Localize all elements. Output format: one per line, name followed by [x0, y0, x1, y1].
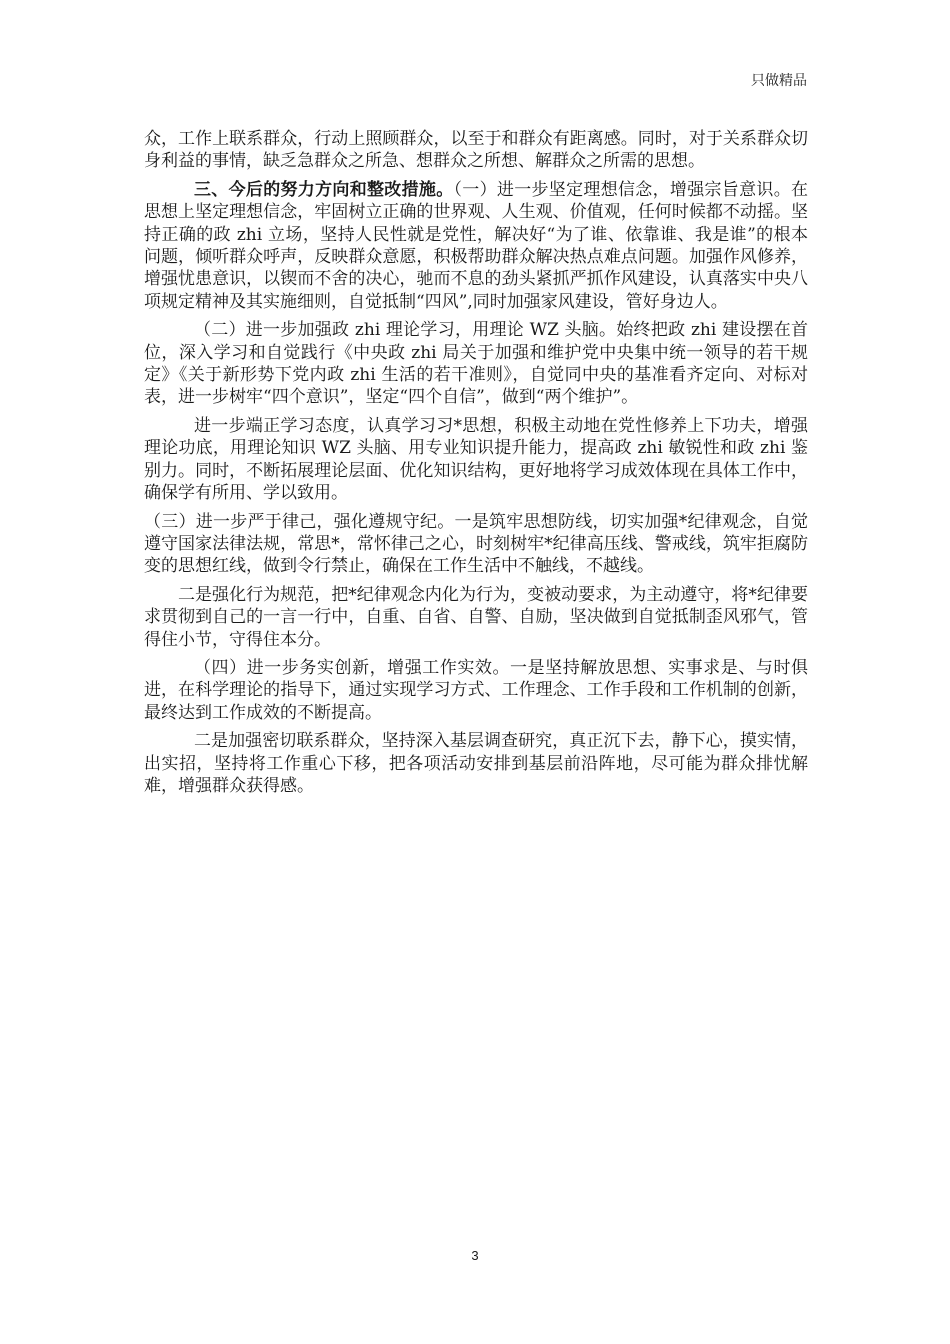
section-heading: 三、今后的努力方向和整改措施。 [194, 179, 454, 200]
paragraph-study-attitude: 进一步端正学习态度，认真学习习*思想，积极主动地在党性修养上下功夫，增强理论功底，用理论知识 WZ 头脑、用专业知识提升能力，提高政 zhi 敏锐性和政 zhi 鉴别力。同时，不断拓展理论层面、优化知识结构，更好地将学习成效体现在具体工作中，确保学有所用、学以致用。 [144, 415, 808, 504]
paragraph-continuation: 众，工作上联系群众，行动上照顾群众，以至于和群众有距离感。同时，对于关系群众切身利益的事情，缺乏急群众之所急、想群众之所想、解群众之所需的思想。 [144, 129, 808, 172]
document-body [144, 128, 808, 803]
paragraph-section-three [144, 179, 808, 313]
paragraph-item-two: （二）进一步加强政 zhi 理论学习，用理论 WZ 头脑。始终把政 zhi 建设摆在首位，深入学习和自觉践行《中央政 zhi 局关于加强和维护党中央集中统一领导的若干规定》《关于新形势下党内政 zhi 生活的若干准则》，自觉同中央的基准看齐定向、对标对表，进一步树牢“四个意识”，坚定“四个自信”，做到“两个维护”。 [144, 320, 808, 408]
paragraph-contact-masses: 二是加强密切联系群众，坚持深入基层调查研究，真正沉下去，静下心，摸实情，出实招，坚持将工作重心下移，把各项活动安排到基层前沿阵地，尽可能为群众排忧解难，增强群众获得感。 [144, 731, 808, 796]
page-number: 3 [471, 1248, 479, 1263]
paragraph-item-three: （三）进一步严于律己，强化遵规守纪。一是筑牢思想防线，切实加强*纪律观念，自觉遵守国家法律法规，常思*，常怀律己之心，时刻树牢*纪律高压线、警戒线，筑牢拒腐防变的思想红线，做到令行禁止，确保在工作生活中不触线，不越线。 [144, 511, 808, 577]
header-watermark-text: 只做精品 [751, 73, 807, 89]
paragraph-behavior-norms: 二是强化行为规范，把*纪律观念内化为行为，变被动要求，为主动遵守，将*纪律要求贯彻到自己的一言一行中，自重、自省、自警、自励，坚决做到自觉抵制歪风邪气，管得住小节，守得住本分。 [144, 584, 808, 650]
section-body: （一）进一步坚定理想信念，增强宗旨意识。在思想上坚定理想信念，牢固树立正确的世界观、人生观、价值观，任何时候都不动摇。坚持正确的政 zhi 立场，坚持人民性就是党性，解决好“为了谁、依靠谁、我是谁”的根本问题，倾听群众呼声，反映群众意愿，积极帮助群众解决热点难点问题。加强作风修养，增强忧患意识，以锲而不舍的决心，驰而不息的劲头紧抓严抓作风建设，认真落实中央八项规定精神及其实施细则，自觉抵制“四风”,同时加强家风建设，管好身边人。 [144, 179, 808, 312]
paragraph-item-four: （四）进一步务实创新，增强工作实效。一是坚持解放思想、实事求是、与时俱进，在科学理论的指导下，通过实现学习方式、工作理念、工作手段和工作机制的创新，最终达到工作成效的不断提高。 [144, 657, 808, 723]
